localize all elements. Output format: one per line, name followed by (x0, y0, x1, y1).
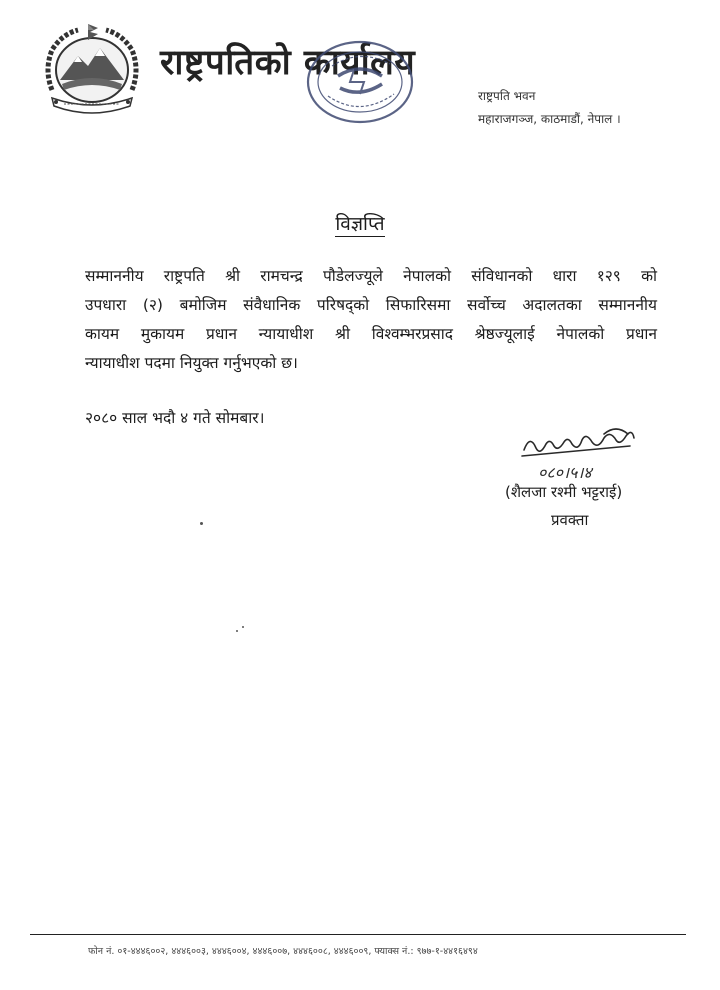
notice-body (85, 262, 657, 378)
signatory-name: (शैलजा रश्मी भट्टराई) (505, 483, 623, 501)
office-stamp (298, 36, 418, 128)
address-line-2: महाराजगञ्ज, काठमाडौं, नेपाल । (478, 112, 621, 126)
notice-body-line: उपधारा (२) बमोजिम संवैधानिक परिषद्को सिफारिसमा सर्वोच्च अदालतका सम्माननीय (85, 296, 657, 314)
svg-text:०८०।५।४: ०८०।५।४ (538, 463, 592, 482)
notice-date: २०८० साल भदौ ४ गते सोमबार। (85, 409, 265, 427)
handwritten-signature (520, 424, 640, 482)
scan-speck (242, 626, 244, 628)
footer-contacts: फोन नं. ०१-४४४६००२, ४४४६००३, ४४४६००४, ४४४६००७, ४४४६००८, ४४४६००९, फ्याक्स नं.: ९७७-१-४४१६४९४ (88, 946, 478, 957)
scan-speck (236, 630, 238, 632)
signatory-title: प्रवक्ता (551, 511, 589, 529)
nepal-emblem-icon (38, 20, 146, 120)
scan-speck (200, 522, 203, 525)
footer-divider (30, 934, 686, 935)
notice-body-line: कायम मुकायम प्रधान न्यायाधीश श्री विश्वम्भरप्रसाद श्रेष्ठज्यूलाई नेपालको प्रधान (85, 325, 657, 343)
office-name: राष्ट्रपतिको कार्यालय (160, 43, 416, 83)
notice-body-line: सम्माननीय राष्ट्रपति श्री रामचन्द्र पौडेलज्यूले नेपालको संविधानको धारा १२९ को (85, 267, 657, 285)
address-line-1: राष्ट्रपति भवन (478, 89, 536, 103)
notice-body-line: न्यायाधीश पदमा नियुक्त गर्नुभएको छ। (85, 354, 298, 372)
notice-heading-text: विज्ञप्ति (335, 213, 385, 235)
notice-heading (0, 210, 720, 236)
